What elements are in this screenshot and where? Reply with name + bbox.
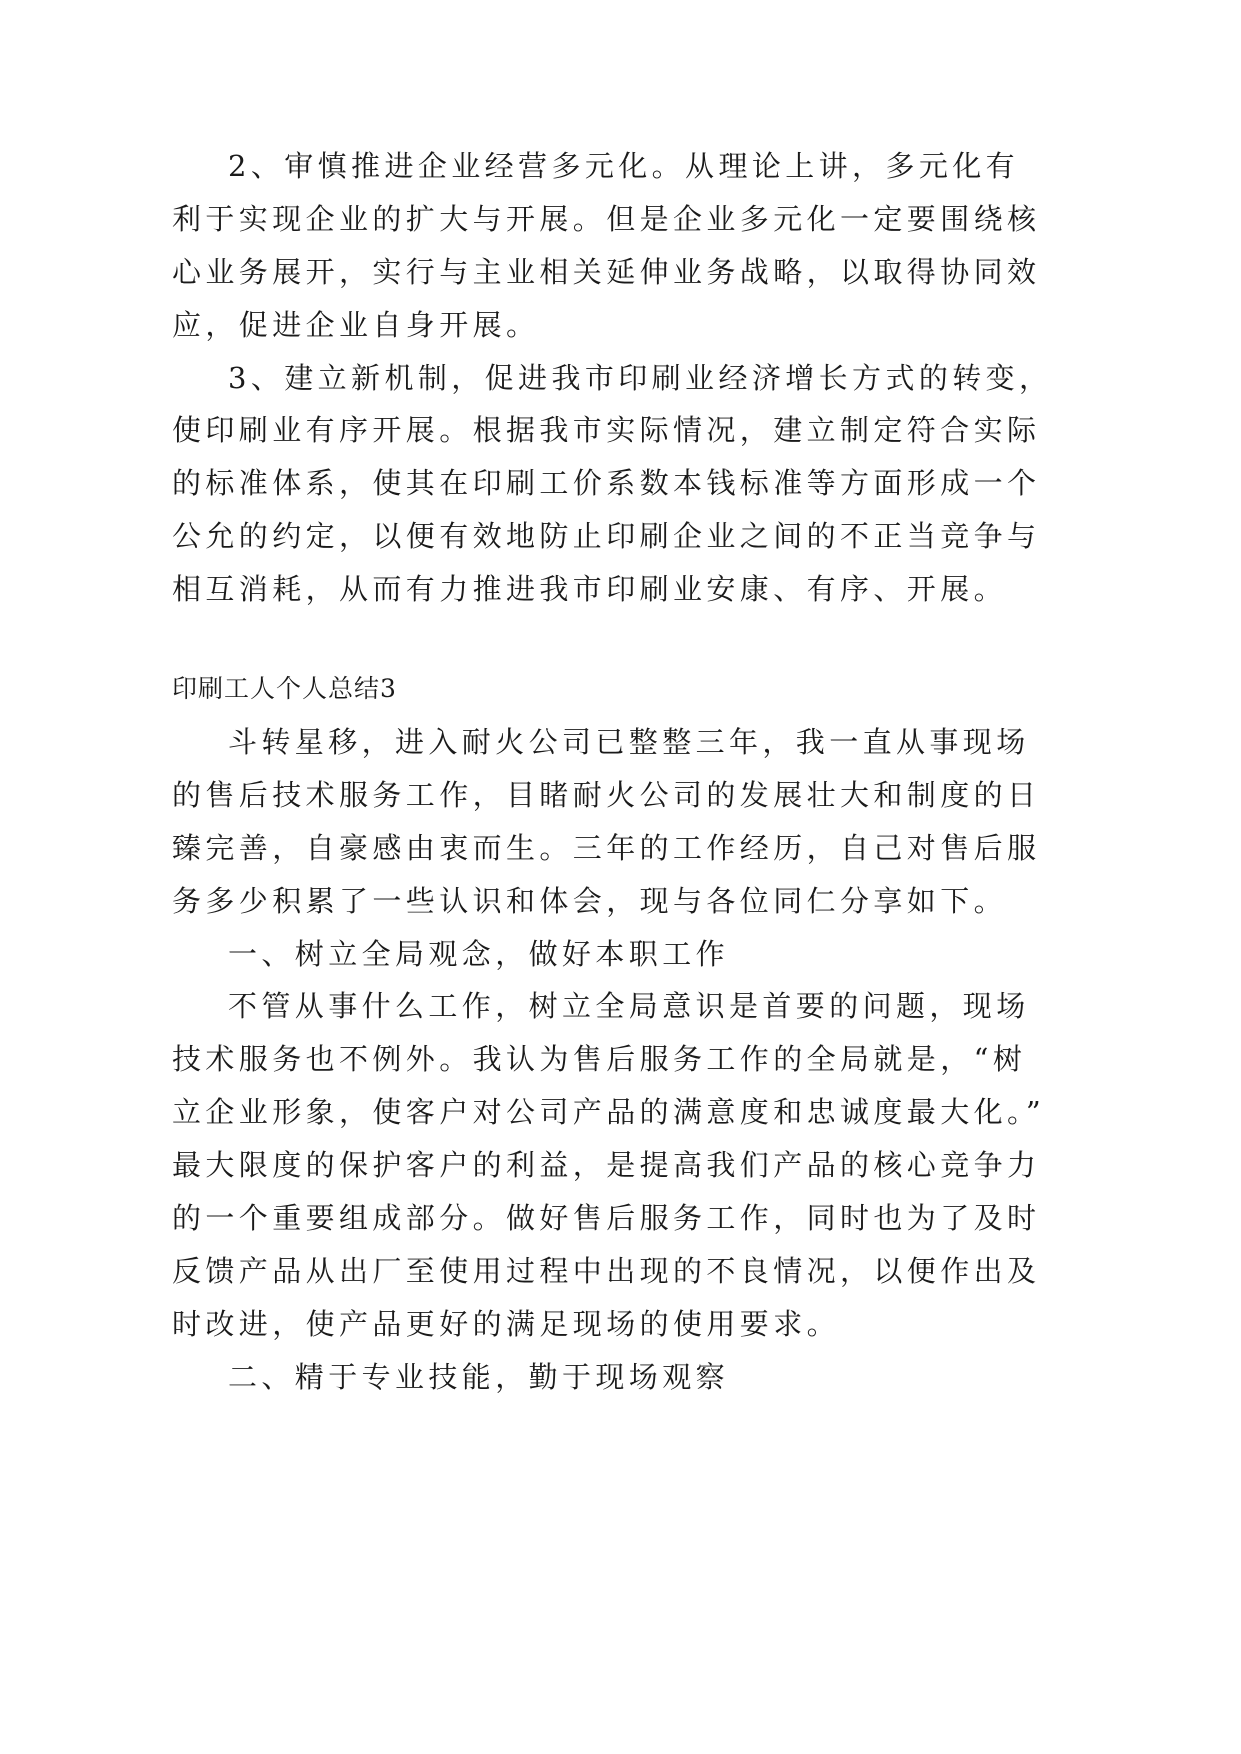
- paragraph-line: 的标准体系，使其在印刷工价系数本钱标准等方面形成一个: [172, 466, 1041, 500]
- section-title: 印刷工人个人总结3: [172, 674, 397, 703]
- paragraph-line: 2、审慎推进企业经营多元化。从理论上讲，多元化有: [228, 149, 1020, 183]
- paragraph-line: 臻完善，自豪感由衷而生。三年的工作经历，自己对售后服: [172, 831, 1041, 865]
- paragraph-line: 立企业形象，使客户对公司产品的满意度和忠诚度最大化。”: [172, 1095, 1046, 1129]
- subheading: 一、树立全局观念，做好本职工作: [228, 937, 730, 971]
- paragraph-line: 时改进，使产品更好的满足现场的使用要求。: [172, 1307, 841, 1341]
- paragraph-line: 反馈产品从出厂至使用过程中出现的不良情况，以便作出及: [172, 1254, 1041, 1288]
- paragraph-line: 应，促进企业自身开展。: [172, 308, 540, 342]
- paragraph-line: 3、建立新机制，促进我市印刷业经济增长方式的转变，: [228, 361, 1053, 395]
- paragraph-line: 相互消耗，从而有力推进我市印刷业安康、有序、开展。: [172, 572, 1008, 606]
- paragraph-line: 使印刷业有序开展。根据我市实际情况，建立制定符合实际: [172, 413, 1041, 447]
- paragraph-line: 务多少积累了一些认识和体会，现与各位同仁分享如下。: [172, 884, 1008, 918]
- paragraph-line: 不管从事什么工作，树立全局意识是首要的问题，现场: [228, 989, 1030, 1023]
- paragraph-line: 的售后技术服务工作，目睹耐火公司的发展壮大和制度的日: [172, 778, 1041, 812]
- paragraph-line: 心业务展开，实行与主业相关延伸业务战略，以取得协同效: [172, 255, 1041, 289]
- subheading: 二、精于专业技能，勤于现场观察: [228, 1360, 730, 1394]
- paragraph-line: 公允的约定，以便有效地防止印刷企业之间的不正当竞争与: [172, 519, 1041, 553]
- paragraph-line: 最大限度的保护客户的利益，是提高我们产品的核心竞争力: [172, 1148, 1041, 1182]
- paragraph-line: 的一个重要组成部分。做好售后服务工作，同时也为了及时: [172, 1201, 1041, 1235]
- paragraph-line: 技术服务也不例外。我认为售后服务工作的全局就是，“树: [172, 1042, 1027, 1076]
- paragraph-line: 利于实现企业的扩大与开展。但是企业多元化一定要围绕核: [172, 202, 1041, 236]
- paragraph-line: 斗转星移，进入耐火公司已整整三年，我一直从事现场: [228, 725, 1030, 759]
